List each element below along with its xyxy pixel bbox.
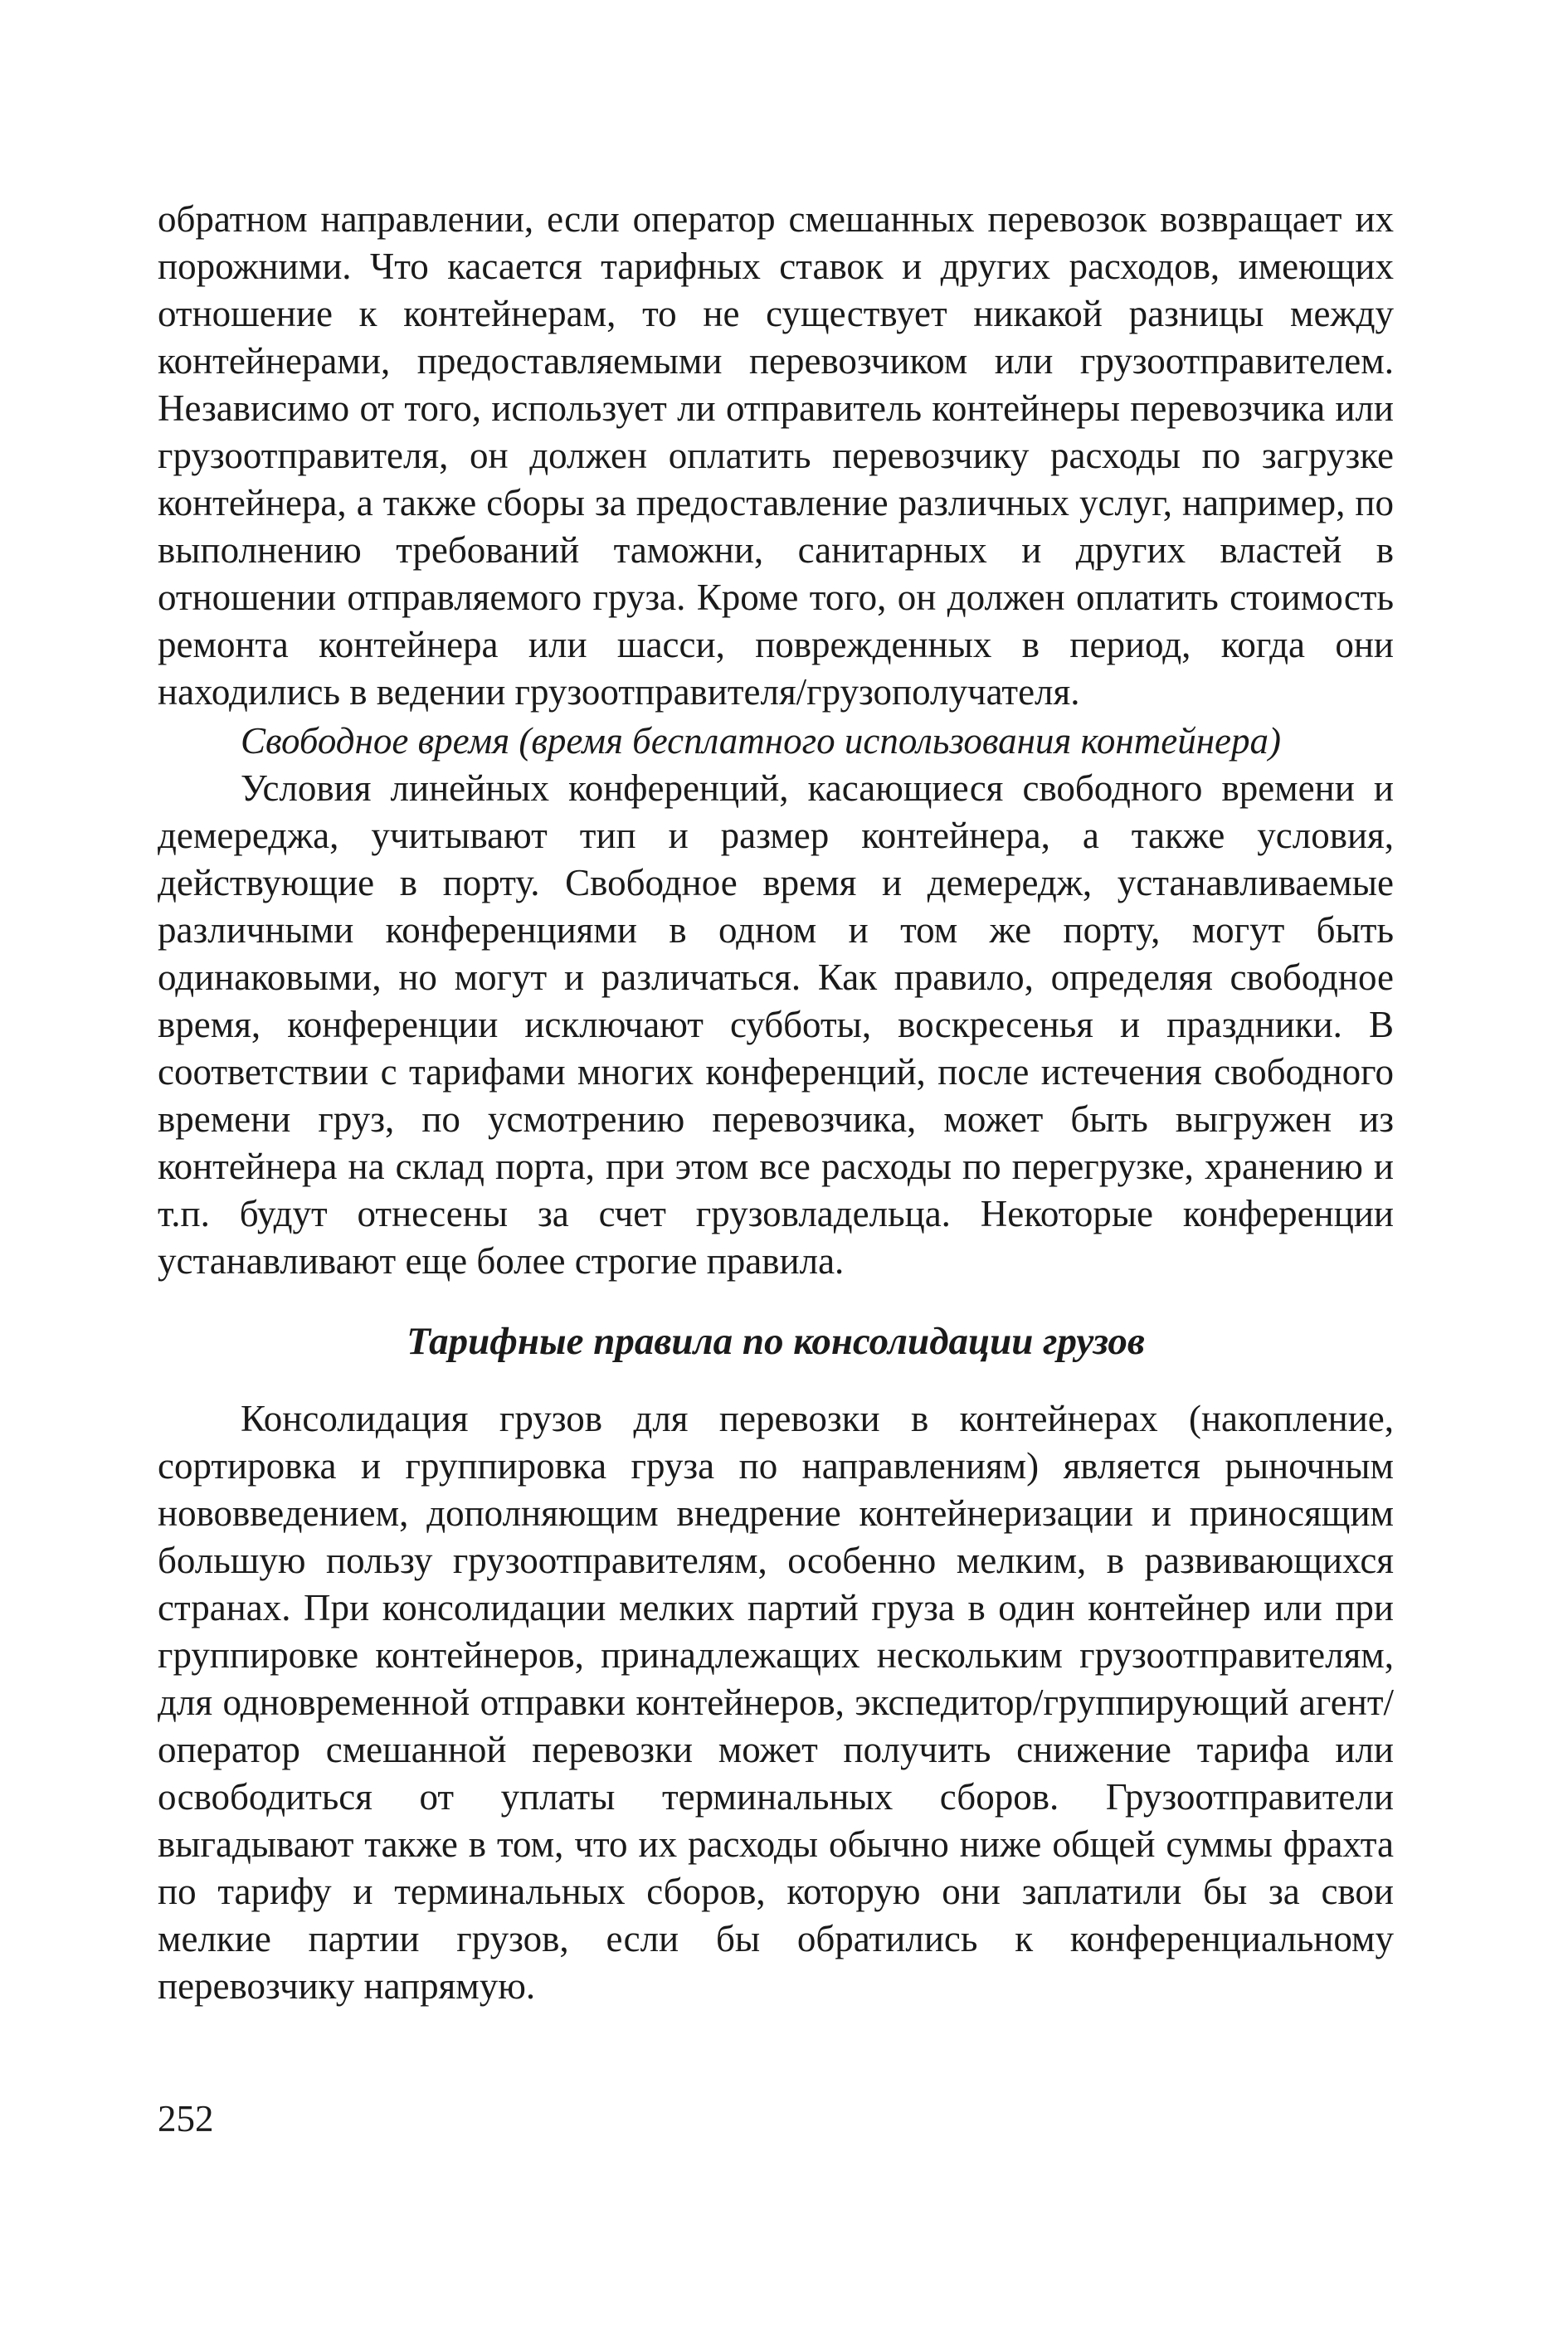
- paragraph-free-time: Условия линейных конференций, касающиеся свободного времени и демереджа, учитывают тип и размер контейнера, а также условия, действующие в порту. Свободное время и демередж, устанавливаемые различными конференциями в одном и том же порту, могут быть одинаковыми, но могут и различаться. Как правило, определяя свободное время, конференции исключают субботы, воскресенья и праздники. В соответствии с тарифами многих конференций, после истечения свободного времени груз, по усмотрению перевозчика, может быть выгружен из контейнера на склад порта, при этом все расходы по перегрузке, хранению и т.п. будут отнесены за счет грузовладельца. Некоторые конференции устанавливают еще более строгие правила.: [158, 767, 1394, 1282]
- paragraph-continued: обратном направлении, если оператор смешанных перевозок возвращает их порожними. Что касается тарифных ставок и других расходов, имеющих отношение к контейнерам, то не существует никакой разницы между контейнерами, предоставляемыми перевозчиком или грузоотправителем. Независимо от того, использует ли отправитель контейнеры перевозчика или грузоотправителя, он должен оплатить перевозчику расходы по загрузке контейнера, а также сборы за предоставление различных услуг, например, по выполнению требований таможни, санитарных и других властей в отношении отправляемого груза. Кроме того, он должен оплатить стоимость ремонта контейнера или шасси, поврежденных в период, когда они находились в ведении грузоотправителя/грузополучателя.: [158, 198, 1394, 713]
- page-number: 252: [158, 2098, 214, 2139]
- paragraph-consolidation: Консолидация грузов для перевозки в контейнерах (накопление, сортировка и группировка груза по направлениям) является рыночным нововведением, дополняющим внедрение контейнеризации и приносящим большую пользу грузоотправителям, особенно мелким, в развивающихся странах. При консолидации мелких партий груза в один контейнер или при группировке контейнеров, принадлежащих нескольким грузоотправителям, для одновременной отправки контейнеров, экспедитор/группирующий агент/оператор смешанной перевозки может получить снижение тарифа или освободиться от уплаты терминальных сборов. Грузоотправители выгадывают также в том, что их расходы обычно ниже общей суммы фрахта по тарифу и терминальных сборов, которую они заплатили бы за свои мелкие партии грузов, если бы обратились к конференциальному перевозчику напрямую.: [158, 1398, 1394, 2007]
- page-body: [158, 196, 1394, 2010]
- section-heading-consolidation: Тарифные правила по консолидации грузов: [407, 1320, 1145, 1363]
- subheading-free-time: Свободное время (время бесплатного использования контейнера): [241, 720, 1281, 762]
